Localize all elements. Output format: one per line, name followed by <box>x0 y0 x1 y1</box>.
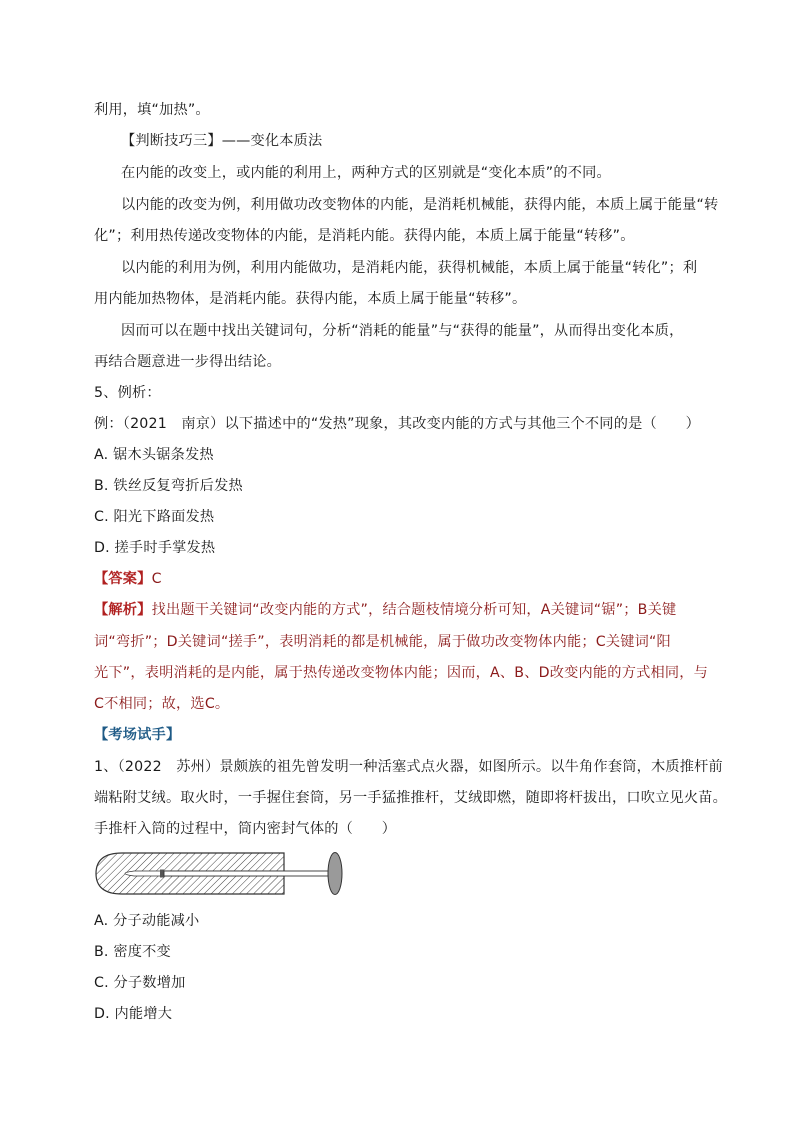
technique-heading: 【判断技巧三】——变化本质法 <box>121 133 323 149</box>
answer-line <box>94 569 162 589</box>
answer-value: C <box>151 571 162 587</box>
tinder-mark <box>160 870 164 878</box>
text-line: 化”；利用热传递改变物体的内能，是消耗内能。获得内能，本质上属于能量“转移”。 <box>94 228 635 244</box>
option-a: A. 分子动能减小 <box>94 913 200 929</box>
text-line: 以内能的利用为例，利用内能做功，是消耗内能，获得机械能，本质上属于能量“转化”；利 <box>121 260 698 276</box>
option-b: B. 密度不变 <box>94 944 171 960</box>
text-line: 利用，填“加热”。 <box>94 102 210 118</box>
text-line: 再结合题意进一步得出结论。 <box>94 354 282 370</box>
push-rod <box>164 871 330 876</box>
text-line: 因而可以在题中找出关键词句，分析“消耗的能量”与“获得的能量”，从而得出变化本质， <box>121 323 684 339</box>
section-title: 【考场试手】 <box>94 727 181 743</box>
option-b: B. 铁丝反复弯折后发热 <box>94 478 243 494</box>
analysis-tag: 【解析】 <box>94 602 152 618</box>
question-line: 端粘附艾绒。取火时，一手握住套筒，另一手猛推推杆，艾绒即燃，随即将杆拔出，口吹立见火苗。 <box>94 790 728 806</box>
text-line: 以内能的改变为例，利用做功改变物体的内能，是消耗机械能，获得内能，本质上属于能量“转 <box>121 197 719 213</box>
answer-tag: 【答案】 <box>94 571 152 587</box>
analysis-line: C不相同；故，选C。 <box>94 696 230 712</box>
analysis-line: 词“弯折”；D关键词“搓手”，表明消耗的都是机械能，属于做功改变物体内能；C关键词“阳 <box>94 634 671 650</box>
option-c: C. 分子数增加 <box>94 975 186 991</box>
analysis-line: 光下”，表明消耗的是内能，属于热传递改变物体内能；因而，A、B、D改变内能的方式相同，与 <box>94 665 709 681</box>
fire-piston-figure <box>94 848 346 900</box>
rod-handle <box>328 853 342 895</box>
option-d: D. 内能增大 <box>94 1006 173 1022</box>
text-line: 用内能加热物体，是消耗内能。获得内能，本质上属于能量“转移”。 <box>94 291 527 307</box>
option-c: C. 阳光下路面发热 <box>94 509 215 525</box>
analysis-line <box>94 600 676 620</box>
analysis-text: 找出题干关键词“改变内能的方式”，结合题枝情境分析可知，A关键词“锯”；B关键 <box>151 602 677 618</box>
question-line: 1、（2022 苏州）景颇族的祖先曾发明一种活塞式点火器，如图所示。以牛角作套筒，木质推杆前 <box>94 759 723 775</box>
text-line: 在内能的改变上，或内能的利用上，两种方式的区别就是“变化本质”的不同。 <box>121 165 611 181</box>
example-question: 例：（2021 南京）以下描述中的“发热”现象，其改变内能的方式与其他三个不同的是（ ） <box>94 416 701 432</box>
question-line: 手推杆入筒的过程中，筒内密封气体的（ ） <box>94 821 397 837</box>
option-a: A. 锯木头锯条发热 <box>94 447 214 463</box>
option-d: D. 搓手时手掌发热 <box>94 540 216 556</box>
section-number: 5、例析： <box>94 385 161 401</box>
